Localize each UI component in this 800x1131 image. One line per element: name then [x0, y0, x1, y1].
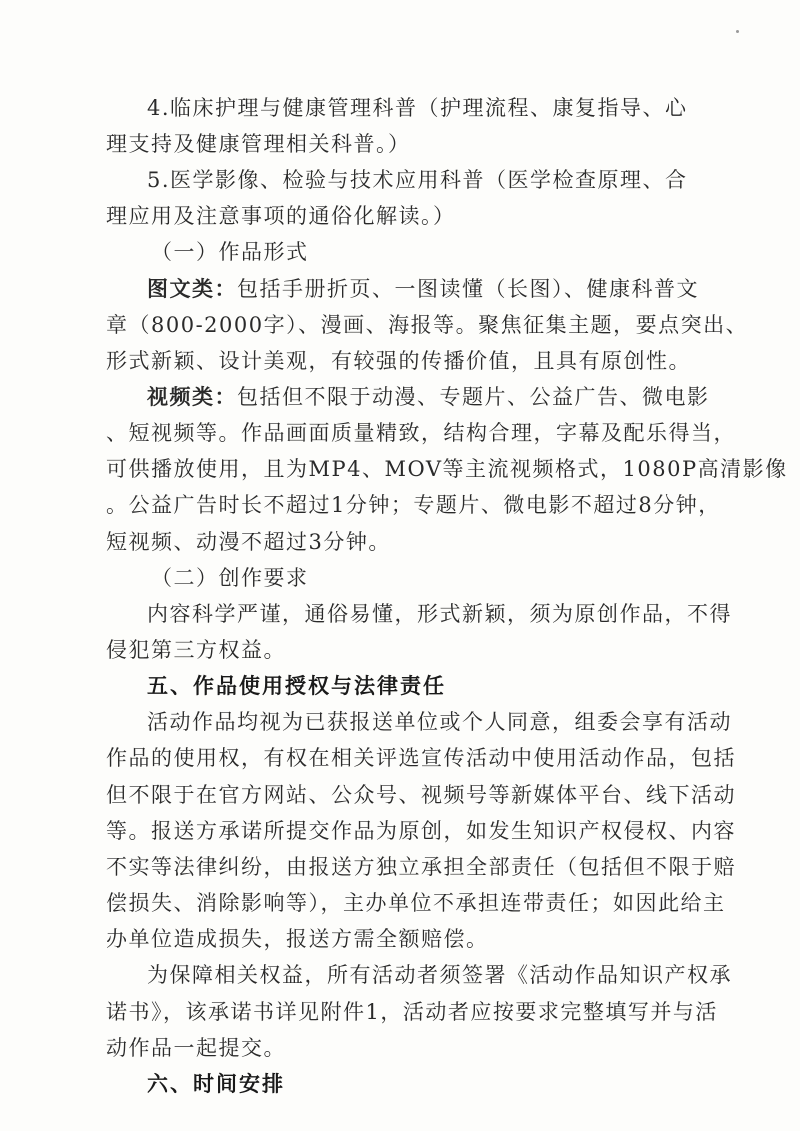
section-6-heading: 六、时间安排 [147, 1072, 285, 1096]
graphic-category-line-1 [147, 274, 699, 304]
video-category-line-2: 、短视频等。作品画面质量精致，结构合理，字幕及配乐得当， [106, 421, 736, 445]
video-category-text: 包括但不限于动漫、专题片、公益广告、微电影 [237, 385, 710, 409]
topic-5-line-2: 理应用及注意事项的通俗化解读。） [106, 204, 456, 228]
authorization-line-5: 不实等法律纠纷，由报送方独立承担全部责任（包括但不限于赔 [106, 855, 736, 879]
authorization-line-4: 等。报送方承诺所提交作品为原创，如发生知识产权侵权、内容 [106, 819, 736, 843]
authorization-line-3: 但不限于在官方网站、公众号、视频号等新媒体平台、线下活动 [106, 783, 736, 807]
scan-speck [736, 30, 739, 33]
pledge-line-1: 为保障相关权益，所有活动者须签署《活动作品知识产权承 [147, 963, 732, 987]
authorization-line-2: 作品的使用权，有权在相关评选宣传活动中使用活动作品，包括 [106, 746, 736, 770]
authorization-line-6: 偿损失、消除影响等），主办单位不承担连带责任；如因此给主 [106, 891, 726, 915]
video-category-line-4: 。公益广告时长不超过1分钟；专题片、微电影不超过8分钟， [106, 493, 721, 517]
subheading-creation-requirements: （二）创作要求 [151, 566, 309, 590]
topic-4-line-1: 4.临床护理与健康管理科普（护理流程、康复指导、心 [147, 96, 688, 120]
subheading-work-form: （一）作品形式 [151, 240, 309, 264]
graphic-category-label: 图文类： [147, 277, 237, 301]
topic-4-line-2: 理支持及健康管理相关科普。） [106, 132, 411, 156]
graphic-category-text: 包括手册折页、一图读懂（长图）、健康科普文 [237, 277, 699, 301]
authorization-line-7: 办单位造成损失，报送方需全额赔偿。 [106, 927, 489, 951]
video-category-label: 视频类： [147, 385, 237, 409]
pledge-line-2: 诺书》，该承诺书详见附件1，活动者应按要求完整填写并与活 [106, 1000, 718, 1024]
requirements-line-1: 内容科学严谨，通俗易懂，形式新颖，须为原创作品，不得 [147, 602, 732, 626]
video-category-line-5: 短视频、动漫不超过3分钟。 [106, 530, 391, 554]
video-category-line-3: 可供播放使用，且为MP4、MOV等主流视频格式，1080P高清影像 [106, 457, 788, 481]
pledge-line-3: 动作品一起提交。 [106, 1036, 286, 1060]
topic-5-line-1: 5.医学影像、检验与技术应用科普（医学检查原理、合 [147, 168, 688, 192]
video-category-line-1 [147, 382, 710, 412]
section-5-heading: 五、作品使用授权与法律责任 [147, 674, 446, 698]
requirements-line-2: 侵犯第三方权益。 [106, 638, 286, 662]
graphic-category-line-3: 形式新颖、设计美观，有较强的传播价值，且具有原创性。 [106, 349, 691, 373]
graphic-category-line-2: 章（800-2000字）、漫画、海报等。聚焦征集主题，要点突出、 [106, 313, 749, 337]
authorization-line-1: 活动作品均视为已获报送单位或个人同意，组委会享有活动 [147, 710, 732, 734]
